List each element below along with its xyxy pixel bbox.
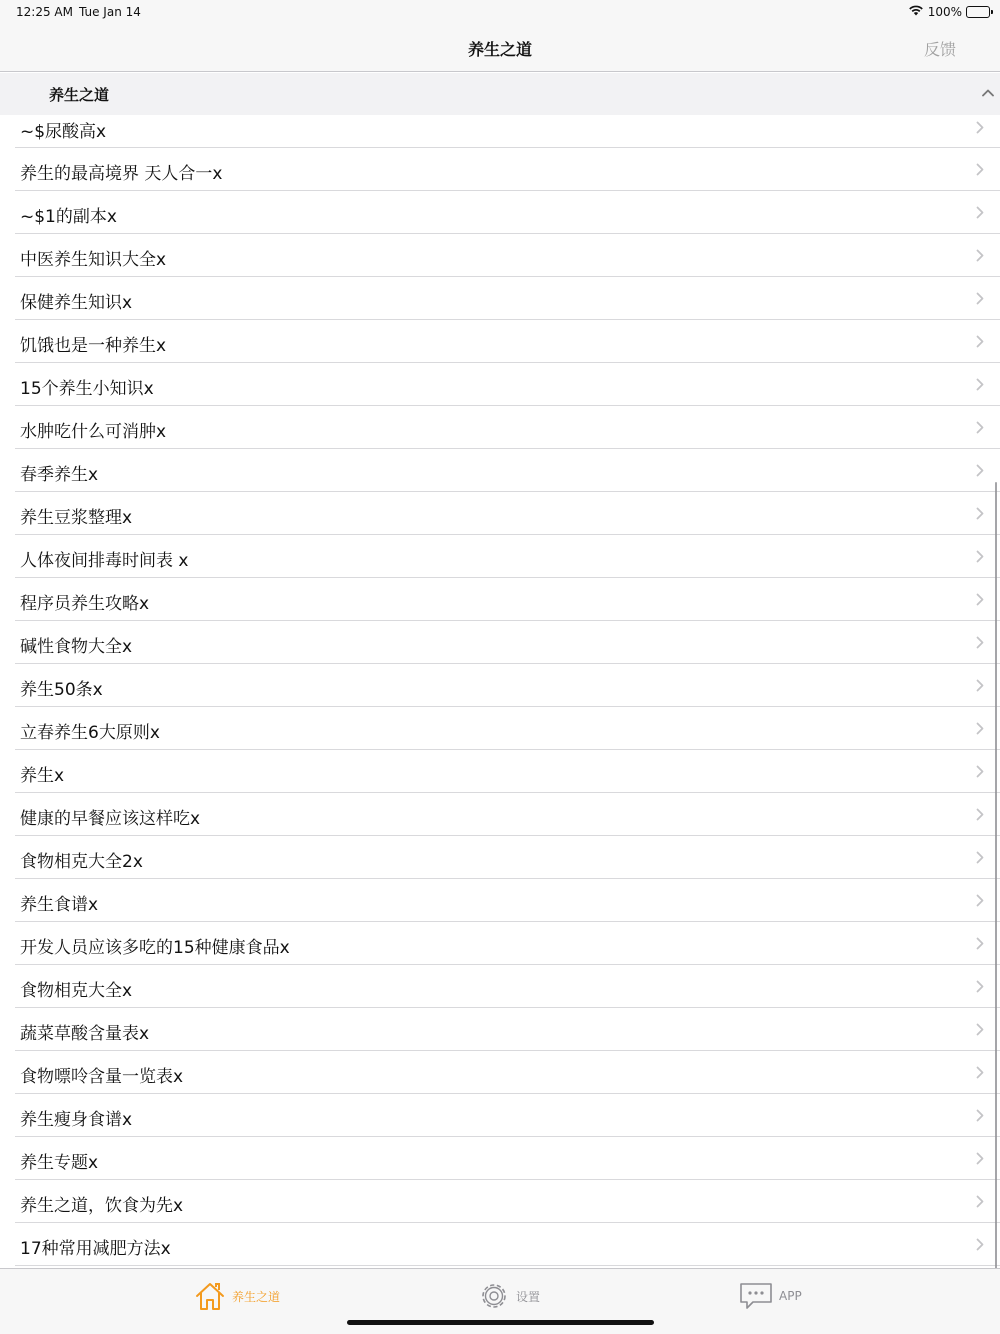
status-date: Tue Jan 14	[79, 5, 141, 19]
list-item-label: 养生瘦身食谱x	[20, 1110, 133, 1130]
status-bar	[0, 0, 1000, 24]
list-item-label: 15个养生小知识x	[20, 379, 154, 399]
tab-settings-label: 设置	[516, 1289, 541, 1304]
chat-bubble-icon	[739, 1280, 773, 1312]
chevron-right-icon	[976, 292, 984, 305]
list-item[interactable]	[0, 191, 1000, 234]
page-title: 养生之道	[467, 40, 532, 59]
chevron-right-icon	[976, 464, 984, 477]
list-item[interactable]	[0, 449, 1000, 492]
list-item-label: 水肿吃什么可消肿x	[20, 422, 167, 442]
list-item-label: 17种常用减肥方法x	[20, 1239, 171, 1259]
list-item-label: 饥饿也是一种养生x	[20, 336, 167, 356]
chevron-right-icon	[976, 1109, 984, 1122]
chevron-right-icon	[976, 507, 984, 520]
list-item[interactable]	[0, 234, 1000, 277]
chevron-right-icon	[976, 808, 984, 821]
list-item[interactable]	[0, 320, 1000, 363]
list-item-label: 养生之道，饮食为先x	[20, 1196, 184, 1216]
chevron-right-icon	[976, 1023, 984, 1036]
chevron-right-icon	[976, 550, 984, 563]
chevron-right-icon	[976, 1066, 984, 1079]
feedback-button[interactable]: 反馈	[923, 40, 956, 59]
chevron-right-icon	[976, 722, 984, 735]
chevron-right-icon	[976, 1152, 984, 1165]
list-item-label: 养生食谱x	[20, 895, 99, 915]
list-item[interactable]	[0, 535, 1000, 578]
chevron-right-icon	[976, 937, 984, 950]
list-item-label: 人体夜间排毒时间表 x	[20, 551, 189, 571]
list-item-label: 保健养生知识x	[20, 293, 133, 313]
chevron-right-icon	[976, 636, 984, 649]
list-item[interactable]	[0, 879, 1000, 922]
list-item-label: 碱性食物大全x	[20, 637, 133, 657]
battery-icon	[966, 6, 990, 18]
list-item[interactable]	[0, 621, 1000, 664]
section-title: 养生之道	[49, 86, 110, 104]
list-item[interactable]	[0, 1137, 1000, 1180]
chevron-right-icon	[976, 421, 984, 434]
chevron-right-icon	[976, 335, 984, 348]
list-item-label: 养生专题x	[20, 1153, 99, 1173]
tab-app-label: APP	[779, 1289, 802, 1303]
list-item-label: 开发人员应该多吃的15种健康食品x	[20, 938, 290, 958]
chevron-right-icon	[976, 1195, 984, 1208]
list-item[interactable]	[0, 793, 1000, 836]
chevron-right-icon	[976, 894, 984, 907]
gear-icon	[478, 1280, 510, 1312]
list-item-label: 食物嘌呤含量一览表x	[20, 1067, 184, 1087]
tab-home[interactable]	[194, 1280, 280, 1312]
list-item-label: 养生50条x	[20, 680, 103, 700]
list-item[interactable]	[0, 1180, 1000, 1223]
list-item-label: 食物相克大全2x	[20, 852, 143, 872]
list-item-label: 立春养生6大原则x	[20, 723, 160, 743]
chevron-right-icon	[976, 980, 984, 993]
chevron-right-icon	[976, 378, 984, 391]
list-item-label: ~$尿酸高x	[20, 122, 107, 142]
section-header[interactable]	[0, 73, 1000, 115]
chevron-right-icon	[976, 851, 984, 864]
home-indicator	[347, 1320, 654, 1325]
chevron-right-icon	[976, 163, 984, 176]
list-item[interactable]	[0, 922, 1000, 965]
list-item[interactable]	[0, 1008, 1000, 1051]
list-item[interactable]	[0, 1223, 1000, 1266]
chevron-up-icon[interactable]	[982, 87, 994, 99]
row-separator	[15, 1265, 1000, 1266]
list-item-label: 食物相克大全x	[20, 981, 133, 1001]
list-item[interactable]	[0, 707, 1000, 750]
status-right	[908, 4, 990, 19]
list-item[interactable]	[0, 1051, 1000, 1094]
tab-settings[interactable]	[478, 1280, 540, 1312]
list-item-label: 中医养生知识大全x	[20, 250, 167, 270]
list-item[interactable]	[0, 965, 1000, 1008]
chevron-right-icon	[976, 249, 984, 262]
list-item-label: 春季养生x	[20, 465, 99, 485]
list-item[interactable]	[0, 406, 1000, 449]
status-time: 12:25 AM	[16, 5, 73, 19]
tab-home-label: 养生之道	[232, 1289, 281, 1304]
list-item[interactable]	[0, 836, 1000, 879]
list-item[interactable]	[0, 363, 1000, 406]
list-item-label: 蔬菜草酸含量表x	[20, 1024, 150, 1044]
list-item-label: ~$1的副本x	[20, 207, 117, 227]
tab-app[interactable]	[739, 1280, 802, 1312]
list-item[interactable]	[0, 277, 1000, 320]
list-item[interactable]	[0, 148, 1000, 191]
chevron-right-icon	[976, 206, 984, 219]
list-item-label: 养生x	[20, 766, 65, 786]
list-item-label: 养生的最高境界 天人合一x	[20, 164, 223, 184]
chevron-right-icon	[976, 765, 984, 778]
chevron-right-icon	[976, 1238, 984, 1251]
navigation-bar	[0, 24, 1000, 72]
wifi-icon	[908, 4, 924, 19]
list-item-label: 养生豆浆整理x	[20, 508, 133, 528]
list-item[interactable]	[0, 664, 1000, 707]
chevron-right-icon	[976, 593, 984, 606]
list-item[interactable]	[0, 492, 1000, 535]
list-item[interactable]	[0, 578, 1000, 621]
list-item[interactable]	[0, 1094, 1000, 1137]
list-item[interactable]	[0, 750, 1000, 793]
chevron-right-icon	[976, 121, 984, 134]
chevron-right-icon	[976, 679, 984, 692]
battery-percent: 100%	[927, 4, 962, 19]
home-icon	[194, 1280, 226, 1312]
list-item-label: 程序员养生攻略x	[20, 594, 150, 614]
article-list[interactable]	[0, 105, 1000, 1268]
scroll-indicator[interactable]	[995, 482, 998, 1272]
list-item-label: 健康的早餐应该这样吃x	[20, 809, 201, 829]
